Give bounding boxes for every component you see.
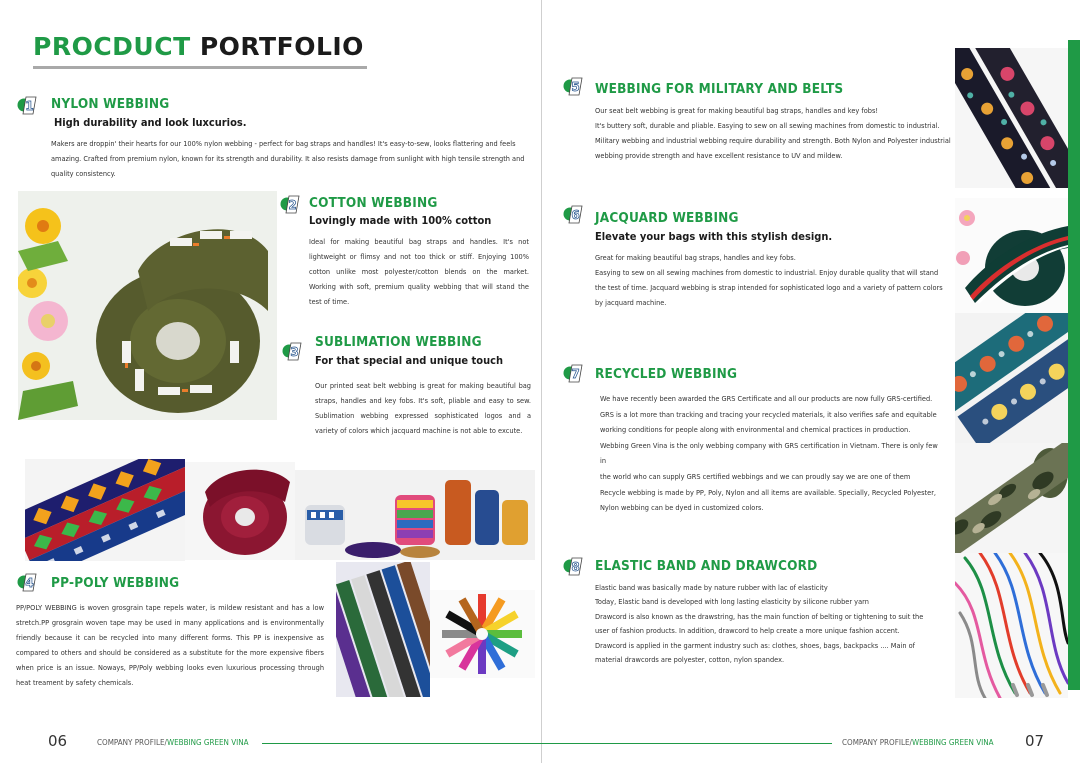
jacquard-line: the test of time. Jacquard webbing is strap intended for sophisticated logo and a variety of pattern colors	[595, 284, 943, 292]
elastic-line: Drawcord is applied in the garment industry such as: clothes, shoes, bags, backpacks .... Main of	[595, 641, 915, 650]
badge-number: 1	[25, 99, 34, 113]
military-title: WEBBING FOR MILITARY AND BELTS	[595, 81, 844, 97]
page-title	[33, 32, 364, 61]
number-badge-icon	[562, 203, 584, 225]
footer-brand: WEBBING GREEN VINA	[911, 738, 994, 747]
elastic-line: Elastic band was basically made by nature rubber with lac of elasticity	[595, 584, 828, 592]
footer-rule	[262, 743, 832, 744]
number-badge-icon	[562, 362, 584, 384]
jacquard-body	[595, 251, 955, 311]
recycled-line: GRS is a lot more than tracking and tracing your recycled materials, it also verifies safe and equitable	[600, 410, 937, 419]
number-badge-icon	[281, 340, 303, 362]
footer-company-label: COMPANY PROFILE/	[842, 738, 912, 747]
sublimation-subtitle: For that special and unique touch	[315, 354, 504, 367]
elastic-title: ELASTIC BAND AND DRAWCORD	[595, 558, 818, 574]
green-edge-bar	[1068, 40, 1080, 690]
military-line: Our seat belt webbing is great for making beautiful bag straps, handles and key fobs!	[595, 107, 879, 115]
recycled-line: Nylon webbing can be dyed in customized colors.	[600, 504, 764, 513]
military-line: Military webbing and industrial webbing require durability and strength. Both Nylon and Polyester industrial	[595, 137, 951, 145]
footer-left-text	[97, 738, 249, 747]
sublimation-straps-photo	[25, 459, 185, 561]
badge-number: 2	[288, 198, 297, 212]
sublimation-title: SUBLIMATION WEBBING	[315, 334, 482, 350]
pp-title: PP-POLY WEBBING	[51, 575, 180, 591]
colored-pp-webbing-photo	[336, 562, 430, 697]
page-number-right: 07	[1025, 732, 1045, 750]
cotton-subtitle: Lovingly made with 100% cotton	[309, 214, 492, 227]
drawcord-photo	[955, 553, 1068, 698]
nylon-subtitle: High durability and look luxcurios.	[54, 116, 247, 129]
recycled-line: working conditions for people along with environmental and chemical practices in production.	[600, 426, 911, 435]
footer-right-text	[842, 738, 994, 747]
badge-number: 3	[290, 345, 299, 359]
red-webbing-roll-photo	[185, 462, 295, 560]
recycled-title: RECYCLED WEBBING	[595, 366, 738, 382]
recycled-line: We have recently been awarded the GRS Certificate and all our products are now fully GRS-certified.	[600, 395, 933, 403]
printed-webbing-rolls-photo	[295, 470, 535, 560]
recycled-line: Webbing Green Vina is the only webbing company with GRS certification in Vietnam. There is only few in	[600, 441, 938, 466]
military-belt-photo	[955, 48, 1068, 188]
jacquard-line: by jacquard machine.	[595, 299, 667, 307]
pp-webbing-fan-photo	[430, 590, 535, 678]
elastic-line: user of fashion products. In addition, drawcord to help create a more unique fashion accent.	[595, 627, 900, 636]
elastic-body	[595, 581, 940, 667]
nylon-title: NYLON WEBBING	[51, 96, 170, 112]
pp-body: PP/POLY WEBBING is woven grosgrain tape repels water, is mildew resistant and has a low stretch.PP grosgrain woven tape may be used in many applications and is environmentally friendly because it can be recycled into many different forms. This PP is inexpensive as compared to others and should be considered as a substitute for the more expensive fibers when price is an issue. Noways, PP/Poly webbing looks even luxurious processing through heat treament by safety chemicals.	[16, 604, 324, 687]
recycled-line: Recycle webbing is made by PP, Poly, Nylon and all items are available. Specially, Recycled Polyester,	[600, 488, 937, 497]
elastic-line: material drawcords are polyester, cotton, nylon spandex.	[595, 656, 785, 665]
number-badge-icon	[279, 193, 301, 215]
military-line: It's buttery soft, durable and pliable. Easying to sew on all sewing machines from domestic to industrial.	[595, 122, 940, 130]
jacquard-roll-photo	[955, 198, 1068, 313]
jacquard-line: Great for making beautiful bag straps, handles and key fobs.	[595, 254, 796, 262]
cotton-webbing-photo	[18, 191, 277, 420]
elastic-line: Today, Elastic band is developed with long lasting elasticity by silicone rubber yarn	[595, 598, 869, 607]
number-badge-icon	[16, 571, 38, 593]
title-underline	[33, 66, 367, 69]
number-badge-icon	[562, 75, 584, 97]
cotton-title: COTTON WEBBING	[309, 195, 438, 211]
recycled-body	[600, 392, 945, 517]
nylon-body: Makers are droppin' their hearts for our 100% nylon webbing - perfect for bag straps and handles! It's easy-to-sew, looks flattering and feels amazing. Crafted from premium nylon, known for its strength and durability. It also resists damage from sunlight with high tensile strength and quality consistency.	[51, 140, 525, 178]
page-number-left: 06	[48, 732, 68, 750]
badge-number: 5	[571, 80, 580, 94]
elastic-line: Drawcord is also known as the drawstring, has the main function of belting or tightening to suit the	[595, 612, 924, 621]
recycled-sublimation-photo	[955, 313, 1068, 443]
title-part-2: PORTFOLIO	[199, 32, 364, 61]
cotton-body: Ideal for making beautiful bag straps and handles. It's not lightweight or flimsy and not too thick or stiff. Enjoying 100% cotton unlike most polyester/cotton blends on the market. Working with soft, premium quality webbing that will stand the test of time.	[309, 238, 529, 306]
number-badge-icon	[562, 555, 584, 577]
badge-number: 6	[571, 208, 580, 222]
recycled-line: the world who can supply GRS certified webbings and we can proudly say we are one of them	[600, 472, 911, 481]
military-body	[595, 104, 955, 164]
jacquard-line: Easying to sew on all sewing machines from domestic to industrial. Enjoy durable quality that will stand	[595, 269, 939, 277]
jacquard-title: JACQUARD WEBBING	[595, 210, 739, 226]
camo-webbing-photo	[955, 443, 1068, 553]
sublimation-body: Our printed seat belt webbing is great for making beautiful bag straps, handles and key fobs. It's soft, pliable and easy to sew. Sublimation webbing expressed sophisticated logos and a variety of colors which jacquard machine is not able to excute.	[315, 382, 531, 435]
page-spine	[541, 0, 542, 763]
jacquard-subtitle: Elevate your bags with this stylish design.	[595, 230, 833, 243]
badge-number: 4	[25, 576, 34, 590]
military-line: webbing provide strength and have excellent resistance to UV and mildew.	[595, 152, 843, 160]
title-part-1: PROCDUCT	[33, 32, 191, 61]
number-badge-icon	[16, 94, 38, 116]
badge-number: 7	[571, 367, 580, 381]
badge-number: 8	[571, 560, 580, 574]
footer-company-label: COMPANY PROFILE/	[97, 738, 167, 747]
footer-brand: WEBBING GREEN VINA	[166, 738, 249, 747]
